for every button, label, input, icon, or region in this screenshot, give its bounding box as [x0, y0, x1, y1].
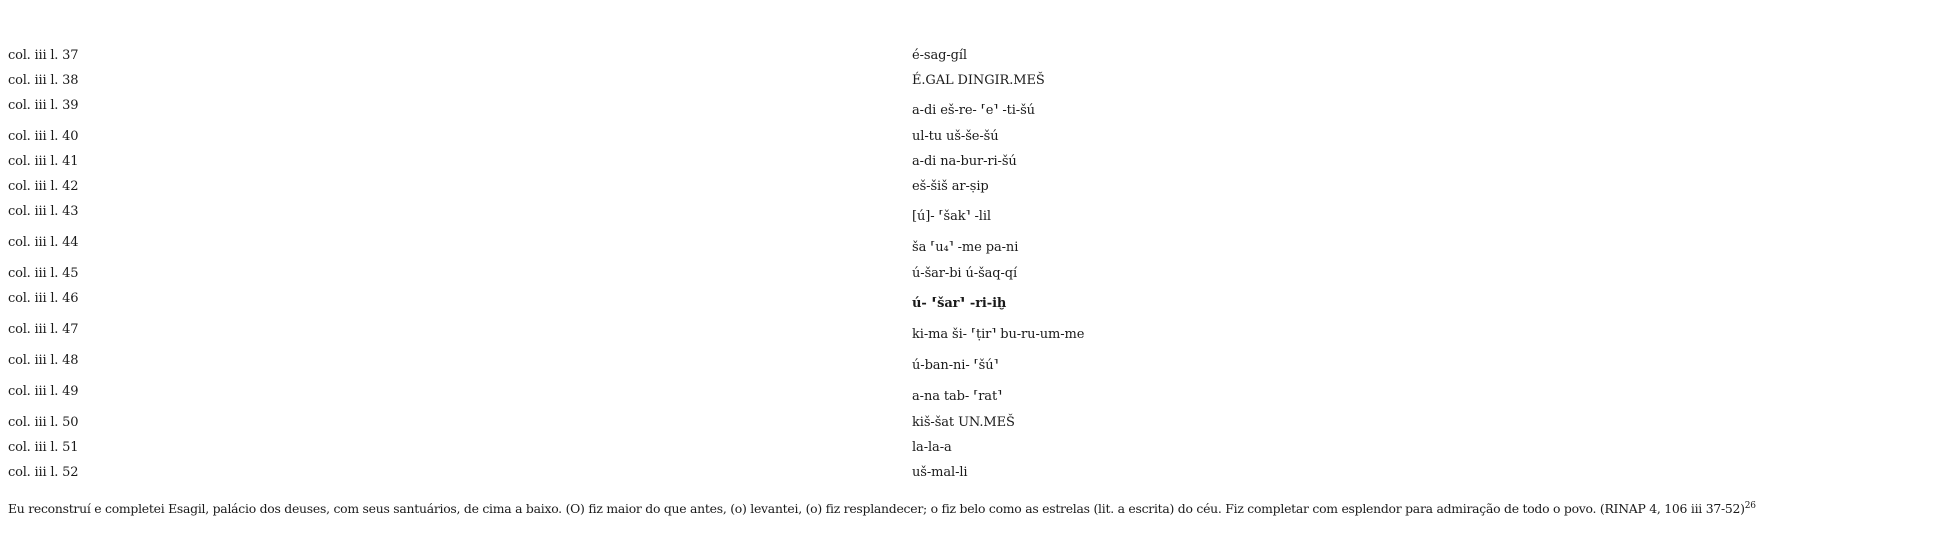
- line-row: [0, 266, 1943, 291]
- line-transliteration: uš-mal-li: [912, 465, 968, 480]
- line-transliteration: kiš-šat UN.MEŠ: [912, 415, 1015, 430]
- line-transliteration: ki-ma ši- ⸢ṭir⸣ bu-ru-um-me: [912, 327, 1085, 342]
- line-transliteration: ú- ⸢šar⸣ -ri-iḫ: [912, 296, 1007, 311]
- line-row: [0, 415, 1943, 440]
- line-reference: col. iii l. 40: [8, 129, 79, 144]
- line-reference: col. iii l. 46: [8, 291, 79, 306]
- line-reference: col. iii l. 51: [8, 440, 79, 455]
- line-row: [0, 73, 1943, 98]
- line-reference: col. iii l. 48: [8, 353, 79, 368]
- line-row: [0, 440, 1943, 465]
- line-transliteration: a-di eš-re- ⸢e⸣ -ti-šú: [912, 103, 1035, 118]
- line-row: [0, 322, 1943, 353]
- line-row: [0, 291, 1943, 322]
- line-reference: col. iii l. 47: [8, 322, 79, 337]
- line-transliteration: ul-tu uš-še-šú: [912, 129, 999, 144]
- line-row: [0, 235, 1943, 266]
- line-transliteration: ú-šar-bi ú-šaq-qí: [912, 266, 1018, 281]
- line-transliteration: [ú]- ⸢šak⸣ -lil: [912, 209, 991, 224]
- line-reference: col. iii l. 43: [8, 204, 79, 219]
- line-row: [0, 154, 1943, 179]
- transliteration-table: [0, 48, 1943, 490]
- line-reference: col. iii l. 50: [8, 415, 79, 430]
- line-reference: col. iii l. 49: [8, 384, 79, 399]
- line-reference: col. iii l. 37: [8, 48, 79, 63]
- line-row: [0, 353, 1943, 384]
- line-row: [0, 129, 1943, 154]
- line-reference: col. iii l. 45: [8, 266, 79, 281]
- footnote-marker: 26: [1744, 500, 1756, 511]
- line-transliteration: la-la-a: [912, 440, 952, 455]
- line-transliteration: é-sag-gíl: [912, 48, 967, 63]
- line-transliteration: ša ⸢u₄⸣ -me pa-ni: [912, 240, 1019, 255]
- line-row: [0, 48, 1943, 73]
- translation-paragraph: [8, 501, 1938, 516]
- line-row: [0, 465, 1943, 490]
- line-reference: col. iii l. 52: [8, 465, 79, 480]
- line-reference: col. iii l. 41: [8, 154, 79, 169]
- line-reference: col. iii l. 44: [8, 235, 79, 250]
- line-row: [0, 179, 1943, 204]
- line-reference: col. iii l. 39: [8, 98, 79, 113]
- line-row: [0, 98, 1943, 129]
- line-reference: col. iii l. 42: [8, 179, 79, 194]
- line-reference: col. iii l. 38: [8, 73, 79, 88]
- line-row: [0, 204, 1943, 235]
- line-transliteration: eš-šiš ar-ṣip: [912, 179, 989, 194]
- line-transliteration: É.GAL DINGIR.MEŠ: [912, 73, 1045, 88]
- line-transliteration: a-di na-bur-ri-šú: [912, 154, 1017, 169]
- line-transliteration: ú-ban-ni- ⸢šú⸣: [912, 358, 999, 373]
- line-transliteration: a-na tab- ⸢rat⸣: [912, 389, 1003, 404]
- line-row: [0, 384, 1943, 415]
- translation-text: Eu reconstruí e completei Esagil, palácio dos deuses, com seus santuários, de cima a baixo. (O) fiz maior do que antes, (o) levantei, (o) fiz resplandecer; o fiz belo como as estrelas (lit. a escrita) do céu. Fiz completar com esplendor para admiração de todo o povo. (RINAP 4, 106 iii 37-52): [8, 501, 1745, 516]
